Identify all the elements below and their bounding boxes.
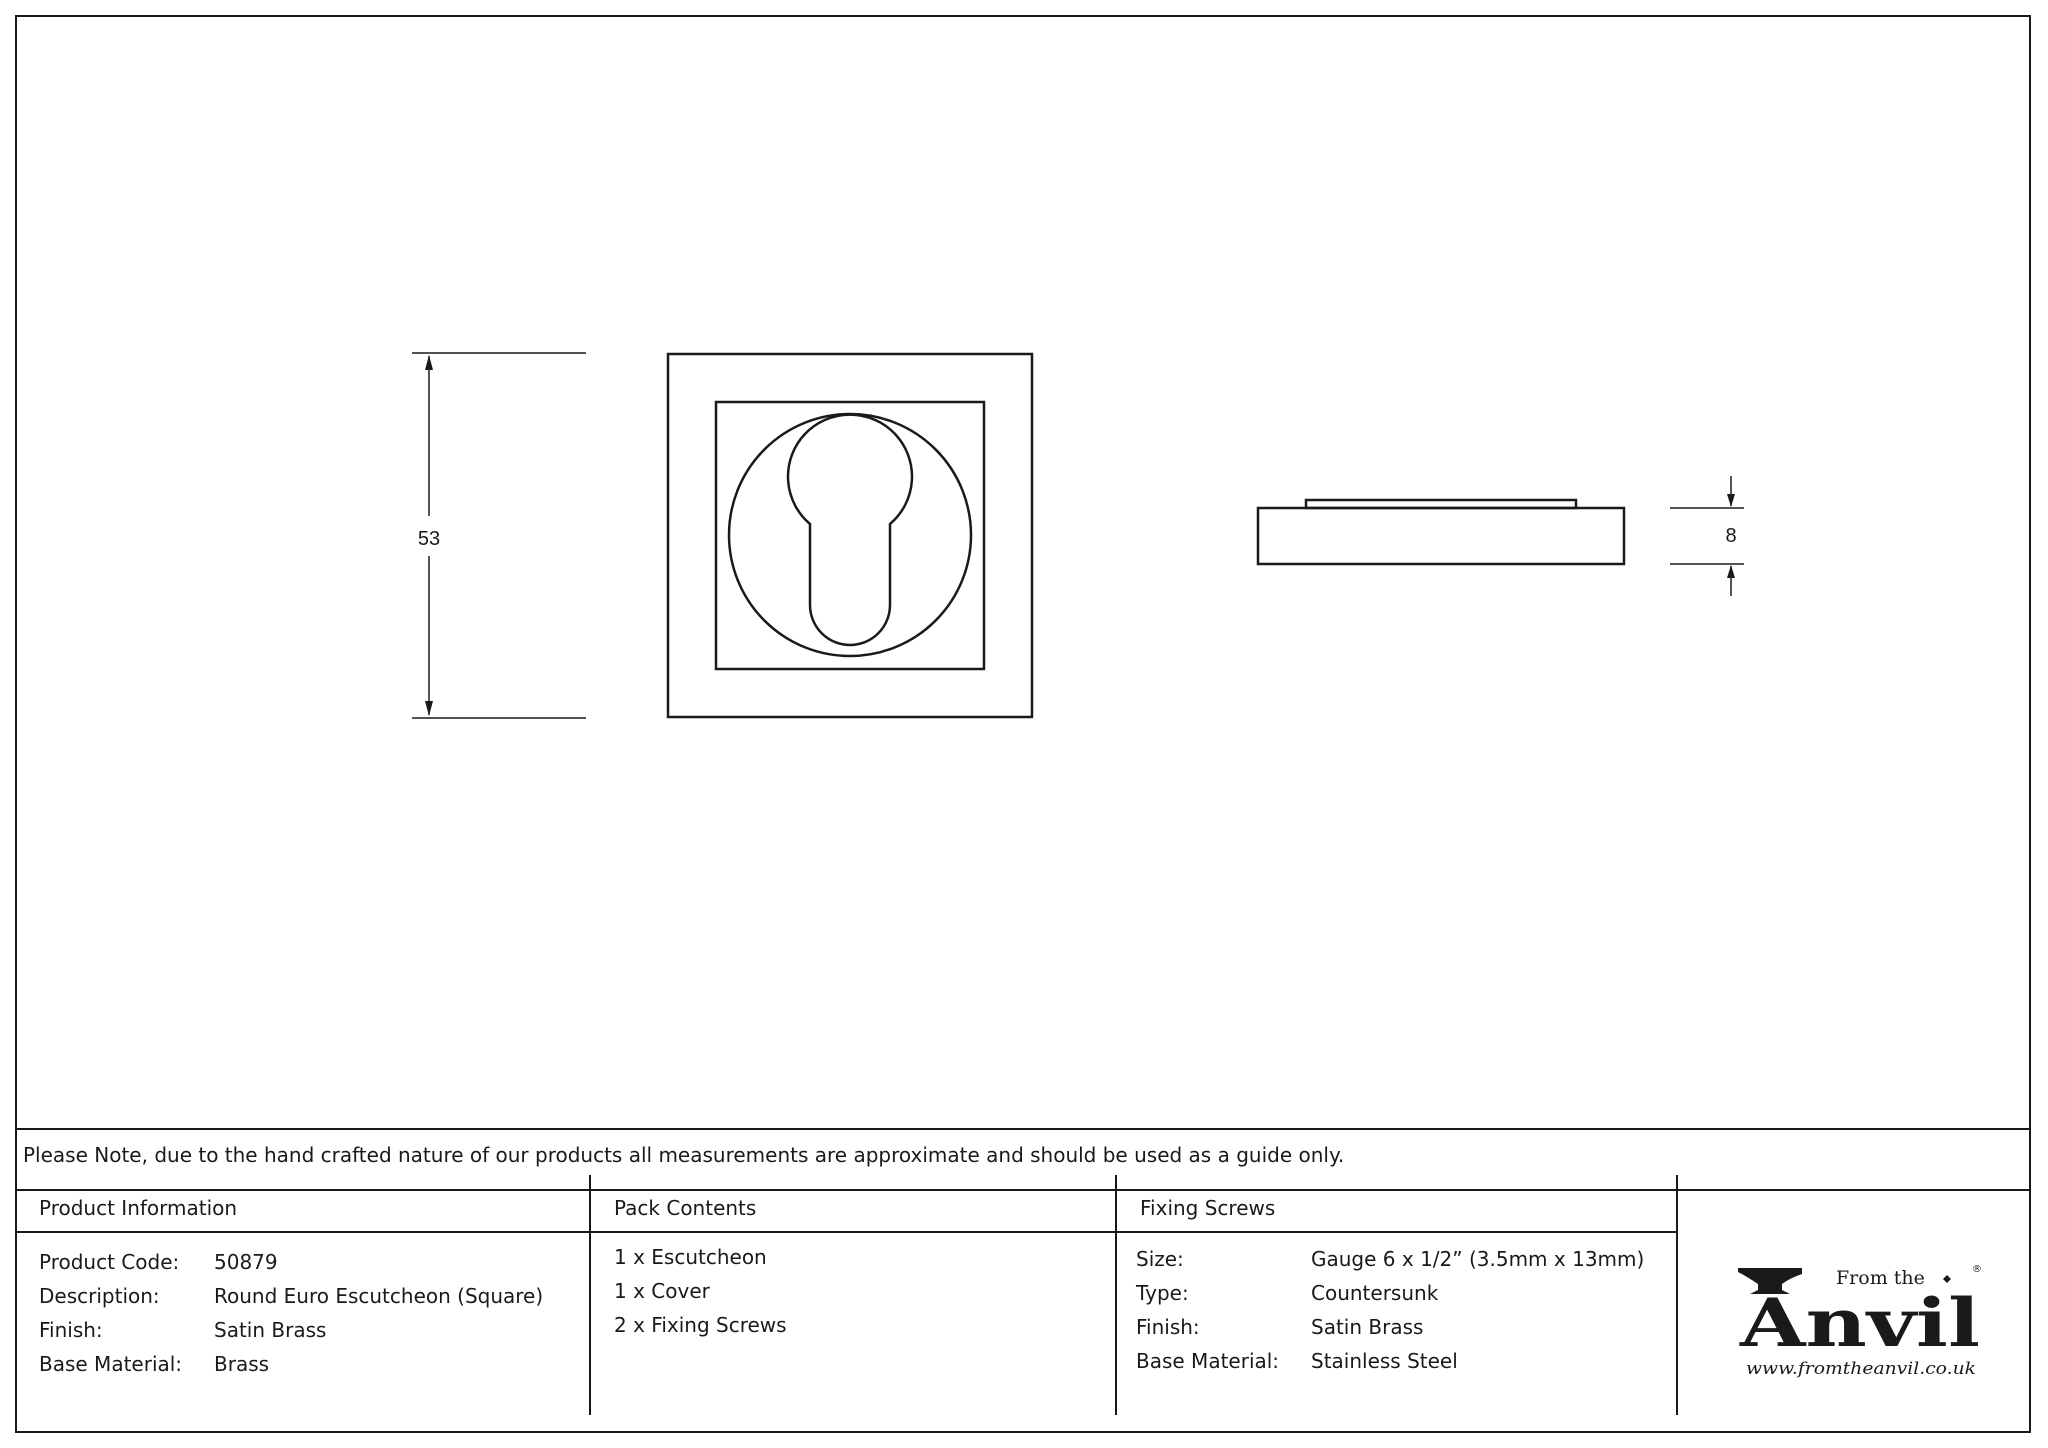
column-divider-2 bbox=[1115, 1175, 1117, 1415]
logo-website: www.fromtheanvil.co.uk bbox=[1746, 1359, 1976, 1379]
depth-dimension-label: 8 bbox=[1725, 525, 1737, 547]
column-divider-3 bbox=[1676, 1175, 1678, 1415]
screw-material-label: Base Material: bbox=[1136, 1349, 1280, 1373]
base-material-value: Brass bbox=[214, 1352, 270, 1376]
screw-material-value: Stainless Steel bbox=[1311, 1349, 1458, 1373]
screw-type-label: Type: bbox=[1136, 1281, 1189, 1305]
pack-item: 1 x Escutcheon bbox=[614, 1245, 767, 1269]
description-value: Round Euro Escutcheon (Square) bbox=[214, 1284, 544, 1308]
logo-from-the: From the bbox=[1836, 1267, 1925, 1289]
height-dimension-label: 53 bbox=[417, 528, 441, 550]
logo-brand-name: Anvil bbox=[1738, 1284, 1980, 1362]
logo-diamond bbox=[1943, 1275, 1951, 1283]
info-table-top-rule bbox=[15, 1189, 2031, 1191]
product-code-value: 50879 bbox=[214, 1250, 278, 1274]
column-divider-1 bbox=[589, 1175, 591, 1415]
product-code-label: Product Code: bbox=[39, 1250, 180, 1274]
disclaimer-note: Please Note, due to the hand crafted nature of our products all measurements are approximate and should be used as a guide only. bbox=[23, 1143, 1345, 1167]
pack-item: 2 x Fixing Screws bbox=[614, 1313, 787, 1337]
screw-finish-value: Satin Brass bbox=[1311, 1315, 1424, 1339]
pack-contents-heading: Pack Contents bbox=[614, 1196, 757, 1220]
pack-item: 1 x Cover bbox=[614, 1279, 710, 1303]
screw-size-value: Gauge 6 x 1/2” (3.5mm x 13mm) bbox=[1311, 1247, 1645, 1271]
footer-top-rule bbox=[15, 1128, 2031, 1130]
finish-value: Satin Brass bbox=[214, 1318, 327, 1342]
logo-registered-mark: ® bbox=[1972, 1264, 1982, 1275]
base-material-label: Base Material: bbox=[39, 1352, 183, 1376]
from-the-anvil-logo bbox=[1720, 1250, 2000, 1380]
fixing-screws-heading: Fixing Screws bbox=[1140, 1196, 1276, 1220]
drawing-border bbox=[15, 15, 2031, 1433]
finish-label: Finish: bbox=[39, 1318, 103, 1342]
description-label: Description: bbox=[39, 1284, 160, 1308]
screw-size-label: Size: bbox=[1136, 1247, 1184, 1271]
info-header-underline bbox=[15, 1231, 1678, 1233]
screw-type-value: Countersunk bbox=[1311, 1281, 1439, 1305]
screw-finish-label: Finish: bbox=[1136, 1315, 1200, 1339]
product-info-heading: Product Information bbox=[39, 1196, 238, 1220]
